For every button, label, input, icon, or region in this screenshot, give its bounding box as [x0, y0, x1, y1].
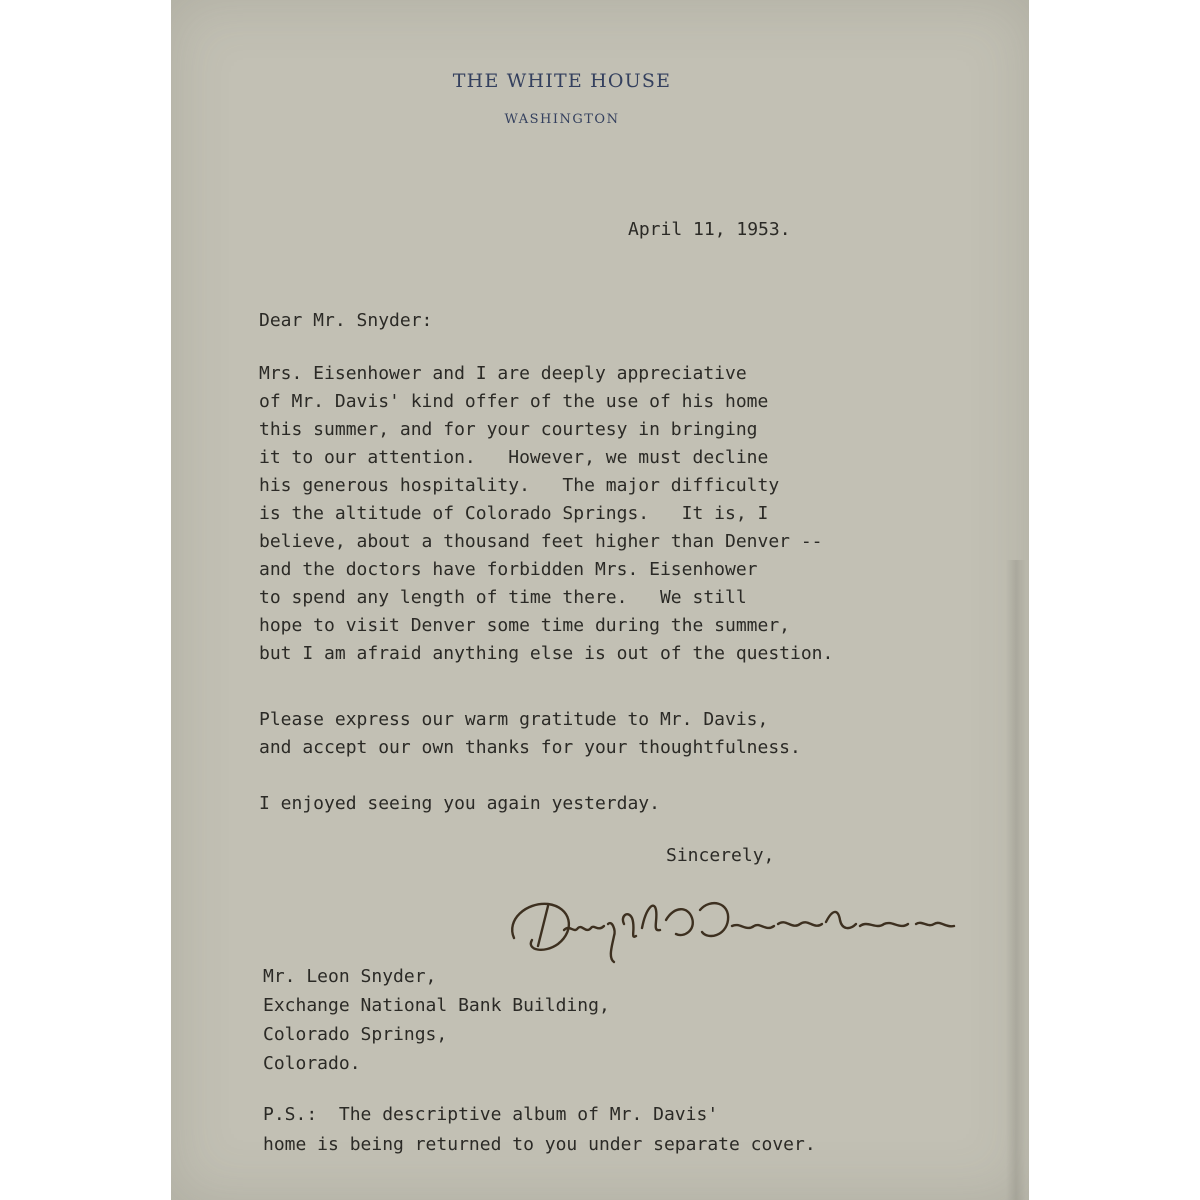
address-line: Colorado Springs, — [263, 1024, 448, 1045]
body-paragraph-2: Please express our warm gratitude to Mr. Davis, and accept our own thanks for your thoughtfulness. — [259, 709, 801, 758]
postscript: P.S.: The descriptive album of Mr. Davis' home is being returned to you under separate cover. — [263, 1104, 816, 1155]
letter-date: April 11, 1953. — [628, 219, 791, 240]
closing: Sincerely, — [666, 845, 775, 866]
handwritten-signature — [496, 880, 976, 975]
letter-sheet — [171, 0, 1029, 1200]
salutation: Dear Mr. Snyder: — [259, 310, 433, 331]
address-line: Colorado. — [263, 1053, 361, 1074]
letterhead-title: THE WHITE HOUSE — [452, 70, 672, 92]
body-paragraph-3: I enjoyed seeing you again yesterday. — [259, 793, 660, 814]
recipient-address — [263, 962, 610, 1078]
address-line: Exchange National Bank Building, — [263, 995, 610, 1016]
body-paragraph-1: Mrs. Eisenhower and I are deeply appreciative of Mr. Davis' kind offer of the use of his home this summer, and for your courtesy in bringing it to our attention. However, we must decline his generous hospitality. The major difficulty is the altitude of Colorado Springs. It is, I believe, about a thousand feet higher than Denver -- and the doctors have forbidden Mrs. Eisenhower to spend any length of time there. We still hope to visit Denver some time during the summer, but I am afraid anything else is out of the question. — [259, 363, 834, 664]
letterhead-city: WASHINGTON — [504, 112, 620, 127]
address-line: Mr. Leon Snyder, — [263, 966, 437, 987]
